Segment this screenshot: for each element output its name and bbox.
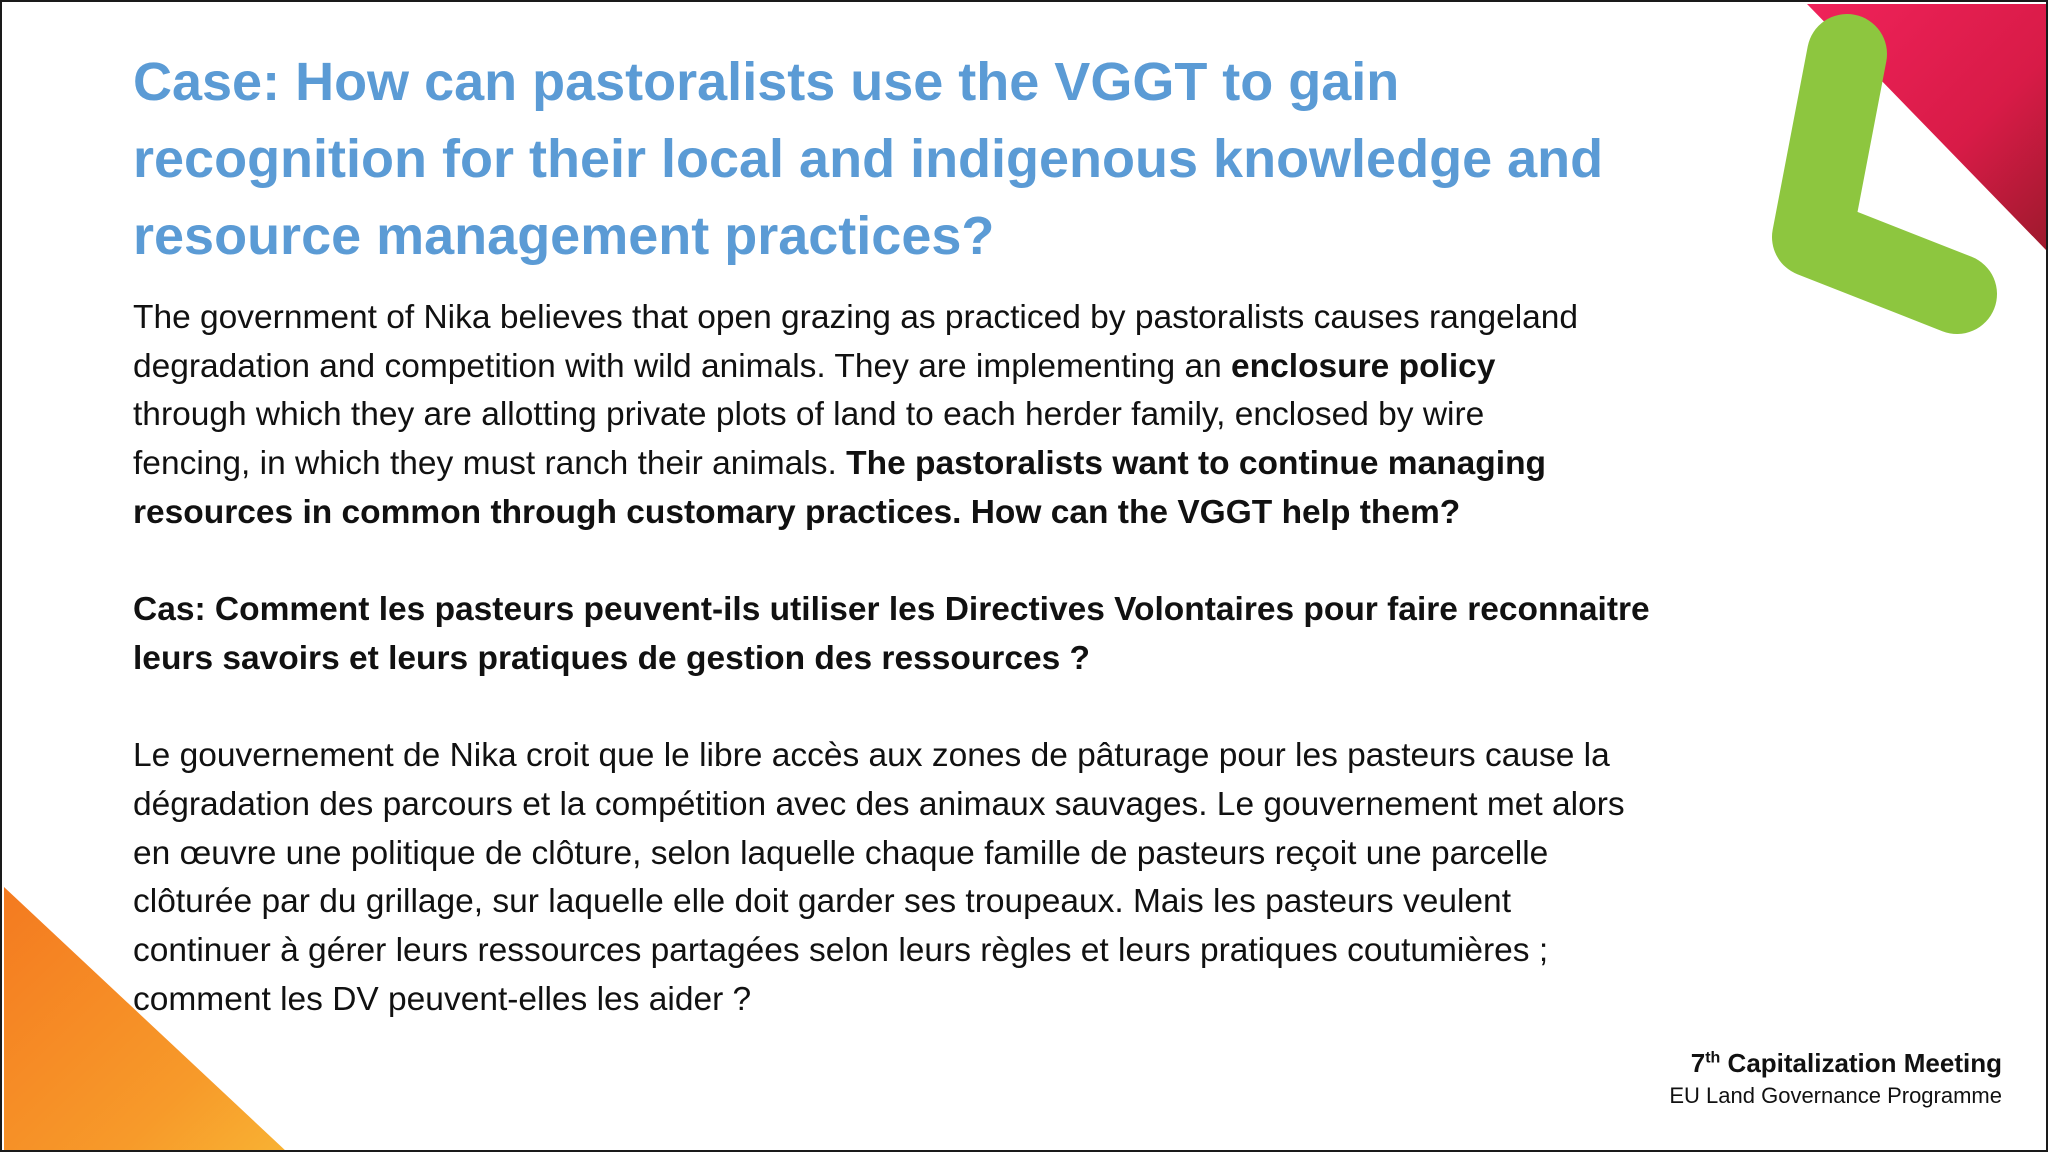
french-heading-line-1: Cas: Comment les pasteurs peuvent-ils utiliser les Directives Volontaires pour faire reconnaitre <box>133 591 1650 629</box>
meeting-number: 7 <box>1690 1048 1706 1078</box>
footer <box>1669 1046 2002 1112</box>
english-line-1: The government of Nika believes that open grazing as practiced by pastoralists causes rangeland <box>133 299 1579 336</box>
english-line-4-text: fencing, in which they must ranch their animals. <box>133 445 847 483</box>
french-line-2: dégradation des parcours et la compétition avec des animaux sauvages. Le gouvernement met alors <box>133 785 1625 823</box>
english-line-4-emphasis: The pastoralists want to continue managing <box>846 445 1546 483</box>
english-line-2-text: degradation and competition with wild animals. They are implementing an <box>133 347 1232 385</box>
french-line-3: en œuvre une politique de clôture, selon laquelle chaque famille de pasteurs reçoit une parcelle <box>133 834 1549 872</box>
french-line-1: Le gouvernement de Nika croit que le libre accès aux zones de pâturage pour les pasteurs cause la <box>133 737 1610 775</box>
french-heading-line-2: leurs savoirs et leurs pratiques de gestion des ressources ? <box>133 639 1090 677</box>
french-paragraph <box>133 732 1813 1024</box>
english-line-2 <box>133 343 1813 392</box>
french-line-4: clôturée par du grillage, sur laquelle elle doit garder ses troupeaux. Mais les pasteurs veulent <box>133 883 1511 921</box>
english-line-5: resources in common through customary practices. How can the VGGT help them? <box>133 493 1461 531</box>
title-line-1: Case: How can pastoralists use the VGGT to gain <box>133 52 1400 112</box>
enclosure-policy-emphasis: enclosure policy <box>1231 347 1496 385</box>
meeting-ordinal: th <box>1705 1049 1721 1067</box>
spacer <box>133 537 1813 586</box>
french-heading <box>133 586 1813 683</box>
slide-title <box>133 44 1733 275</box>
spacer <box>133 684 1813 733</box>
slide-body <box>133 294 1813 1024</box>
meeting-title: Capitalization Meeting <box>1720 1048 2002 1078</box>
english-line-3: through which they are allotting private plots of land to each herder family, enclosed by wire <box>133 396 1485 434</box>
meeting-name <box>1669 1046 2002 1080</box>
title-line-3: resource management practices? <box>133 206 995 266</box>
french-line-5: continuer à gérer leurs ressources partagées selon leurs règles et leurs pratiques coutumières ; <box>133 931 1549 969</box>
english-paragraph <box>133 294 1813 537</box>
title-line-2: recognition for their local and indigenous knowledge and <box>133 129 1604 189</box>
english-line-4 <box>133 440 1813 489</box>
french-line-6: comment les DV peuvent-elles les aider ? <box>133 980 752 1018</box>
programme-name: EU Land Governance Programme <box>1669 1083 2002 1108</box>
